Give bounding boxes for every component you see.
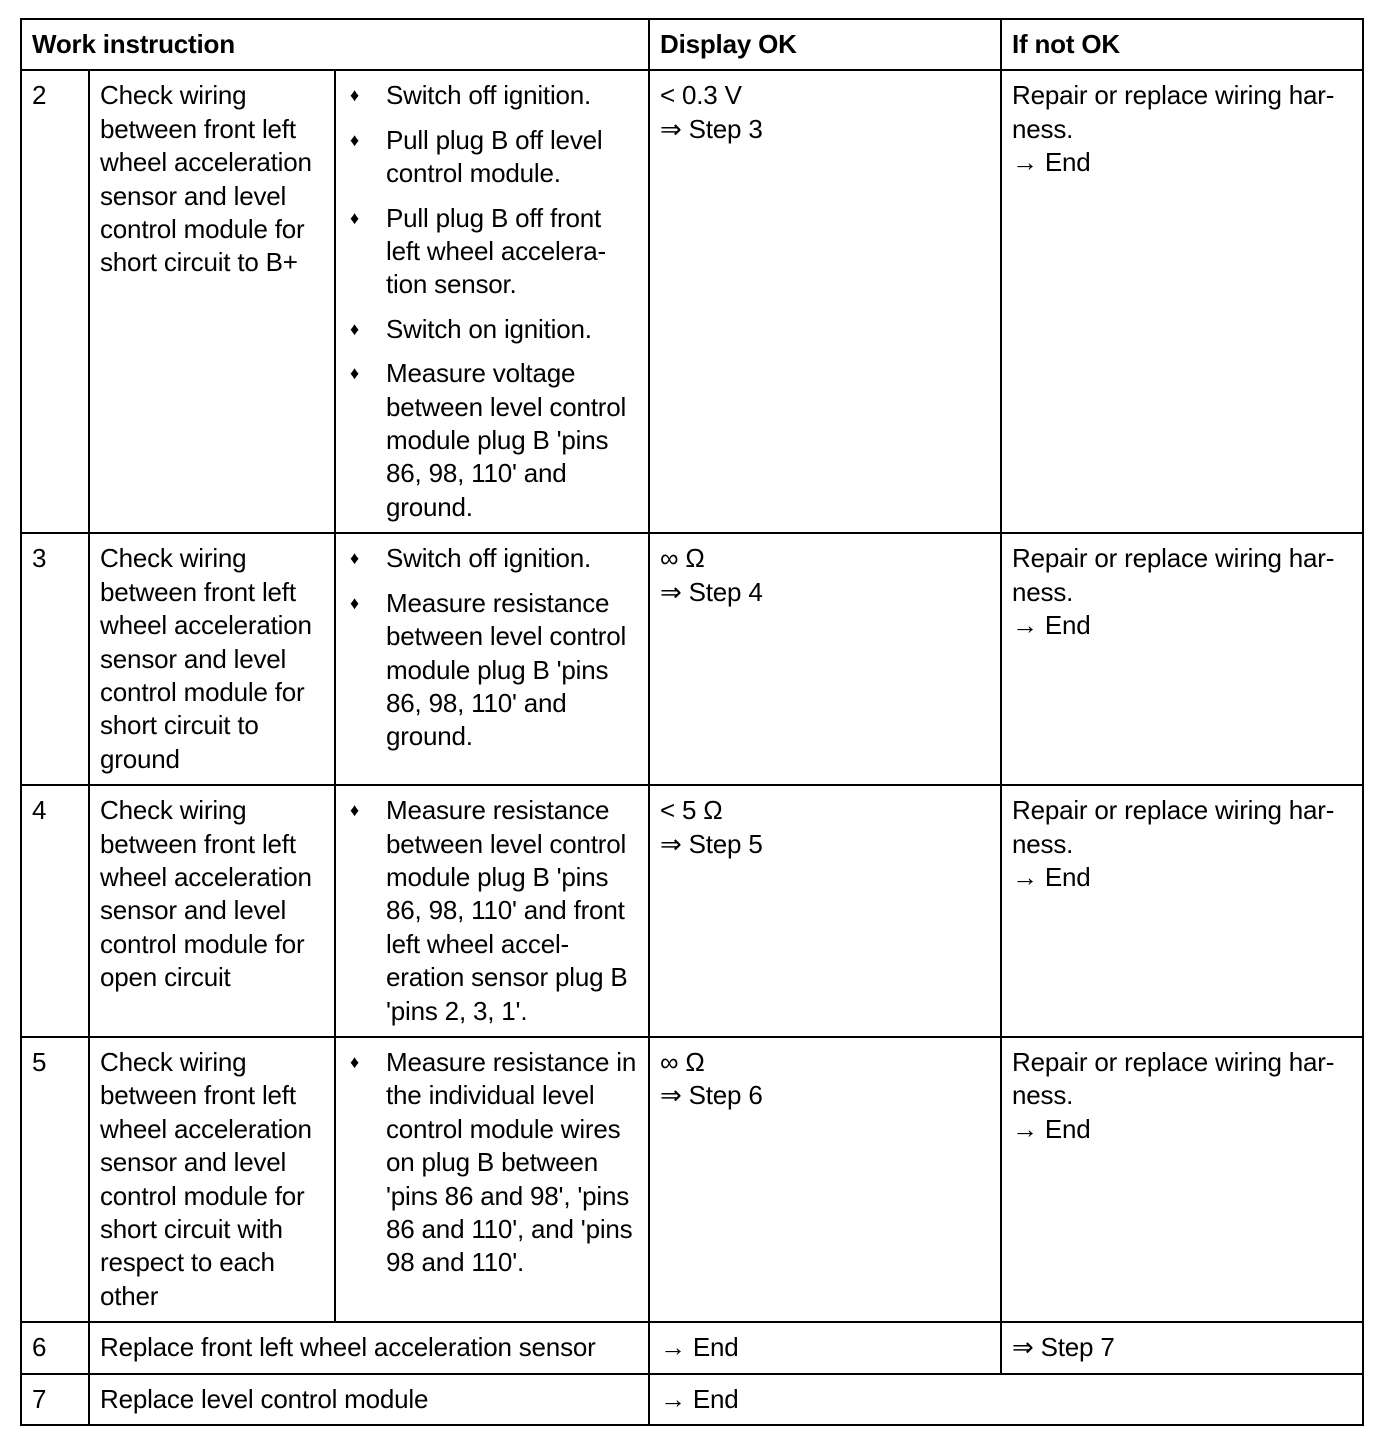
action-list <box>346 79 640 524</box>
action-item <box>346 587 640 754</box>
display-ok-cell: → End <box>649 1374 1363 1425</box>
step-number: 2 <box>21 70 89 533</box>
table-row-step-5 <box>21 1037 1363 1322</box>
display-ok-cell: → End <box>649 1322 1001 1373</box>
step-instruction: Replace level control module <box>89 1374 649 1425</box>
action-item <box>346 542 640 575</box>
action-text: Pull plug B off level control module. <box>386 124 603 189</box>
diamond-bullet-icon: ♦ <box>350 129 359 150</box>
if-not-ok-line: → End <box>1012 147 1091 178</box>
diamond-bullet-icon: ♦ <box>350 592 359 613</box>
step-description: Check wiring between front left wheel acceleration sensor and level control module for short circuit with respect to each other <box>89 1037 335 1322</box>
display-ok-line: < 0.3 V <box>660 80 742 111</box>
step-actions-cell <box>335 1037 649 1322</box>
table-header-row <box>21 19 1363 70</box>
action-text: Measure voltage between level control module plug B 'pins 86, 98, 110' and ground. <box>386 358 627 522</box>
action-text: Measure resistance between level control module plug B 'pins 86, 98, 110' and ground. <box>386 587 627 752</box>
if-not-ok-cell <box>1001 1037 1363 1322</box>
header-if-not-ok: If not OK <box>1001 19 1363 70</box>
action-list <box>346 794 640 1028</box>
diamond-bullet-icon: ♦ <box>350 1051 359 1072</box>
if-not-ok-line: Repair or replace wiring har-ness. <box>1012 1046 1335 1111</box>
if-not-ok-line: → End <box>1012 610 1091 641</box>
step-number: 6 <box>21 1322 89 1373</box>
display-ok-line: ⇒ Step 5 <box>660 828 763 859</box>
action-item <box>346 794 640 1028</box>
if-not-ok-cell <box>1001 533 1363 785</box>
display-ok-cell <box>649 1037 1001 1322</box>
header-work-instruction: Work instruction <box>21 19 649 70</box>
step-description: Check wiring between front left wheel acceleration sensor and level control module for short circuit to ground <box>89 533 335 785</box>
header-display-ok: Display OK <box>649 19 1001 70</box>
diamond-bullet-icon: ♦ <box>350 207 359 228</box>
step-number: 4 <box>21 785 89 1037</box>
action-item <box>346 313 640 346</box>
display-ok-line: ∞ Ω <box>660 543 705 574</box>
step-instruction: Replace front left wheel acceleration sensor <box>89 1322 649 1373</box>
action-text: Measure resistance between level control module plug B 'pins 86, 98, 110' and front left wheel accel-eration sensor plug B 'pins 2, 3, 1'. <box>386 795 628 1026</box>
action-item <box>346 202 640 302</box>
display-ok-cell <box>649 533 1001 785</box>
if-not-ok-cell <box>1001 70 1363 533</box>
table-row-step-4 <box>21 785 1363 1037</box>
if-not-ok-line: → End <box>1012 1113 1091 1144</box>
display-ok-line: ⇒ Step 3 <box>660 113 763 144</box>
table-row-step-3 <box>21 533 1363 785</box>
display-ok-line: < 5 Ω <box>660 795 723 826</box>
display-ok-cell <box>649 70 1001 533</box>
step-actions-cell <box>335 533 649 785</box>
action-text: Switch off ignition. <box>386 543 592 574</box>
diamond-bullet-icon: ♦ <box>350 318 359 339</box>
action-list <box>346 1046 640 1280</box>
action-text: Measure resistance in the individual level control module wires on plug B between 'pins 86 and 98', 'pins 86 and 110', and 'pins 98 and 110'. <box>386 1046 637 1278</box>
action-item <box>346 79 640 112</box>
display-ok-line: ⇒ Step 4 <box>660 576 763 607</box>
work-instruction-table <box>20 18 1364 1426</box>
table-row-step-7 <box>21 1374 1363 1425</box>
if-not-ok-cell <box>1001 785 1363 1037</box>
action-item <box>346 357 640 524</box>
action-item <box>346 124 640 191</box>
diamond-bullet-icon: ♦ <box>350 363 359 384</box>
step-actions-cell <box>335 70 649 533</box>
step-description: Check wiring between front left wheel acceleration sensor and level control module for short circuit to B+ <box>89 70 335 533</box>
table-row-step-6 <box>21 1322 1363 1373</box>
if-not-ok-cell: ⇒ Step 7 <box>1001 1322 1363 1373</box>
diamond-bullet-icon: ♦ <box>350 548 359 569</box>
action-item <box>346 1046 640 1280</box>
table-row-step-2 <box>21 70 1363 533</box>
step-number: 7 <box>21 1374 89 1425</box>
display-ok-line: ∞ Ω <box>660 1046 705 1077</box>
action-text: Switch on ignition. <box>386 313 592 344</box>
if-not-ok-line: Repair or replace wiring har-ness. <box>1012 543 1335 607</box>
action-list <box>346 542 640 753</box>
diamond-bullet-icon: ♦ <box>350 800 359 821</box>
if-not-ok-line: Repair or replace wiring har-ness. <box>1012 80 1335 144</box>
step-number: 3 <box>21 533 89 785</box>
action-text: Switch off ignition. <box>386 80 592 111</box>
step-number: 5 <box>21 1037 89 1322</box>
display-ok-cell <box>649 785 1001 1037</box>
step-description: Check wiring between front left wheel acceleration sensor and level control module for open circuit <box>89 785 335 1037</box>
step-actions-cell <box>335 785 649 1037</box>
if-not-ok-line: → End <box>1012 861 1091 892</box>
if-not-ok-line: Repair or replace wiring har-ness. <box>1012 795 1335 859</box>
action-text: Pull plug B off front left wheel accelera-tion sensor. <box>386 202 606 300</box>
diamond-bullet-icon: ♦ <box>350 85 359 106</box>
display-ok-line: ⇒ Step 6 <box>660 1080 763 1111</box>
